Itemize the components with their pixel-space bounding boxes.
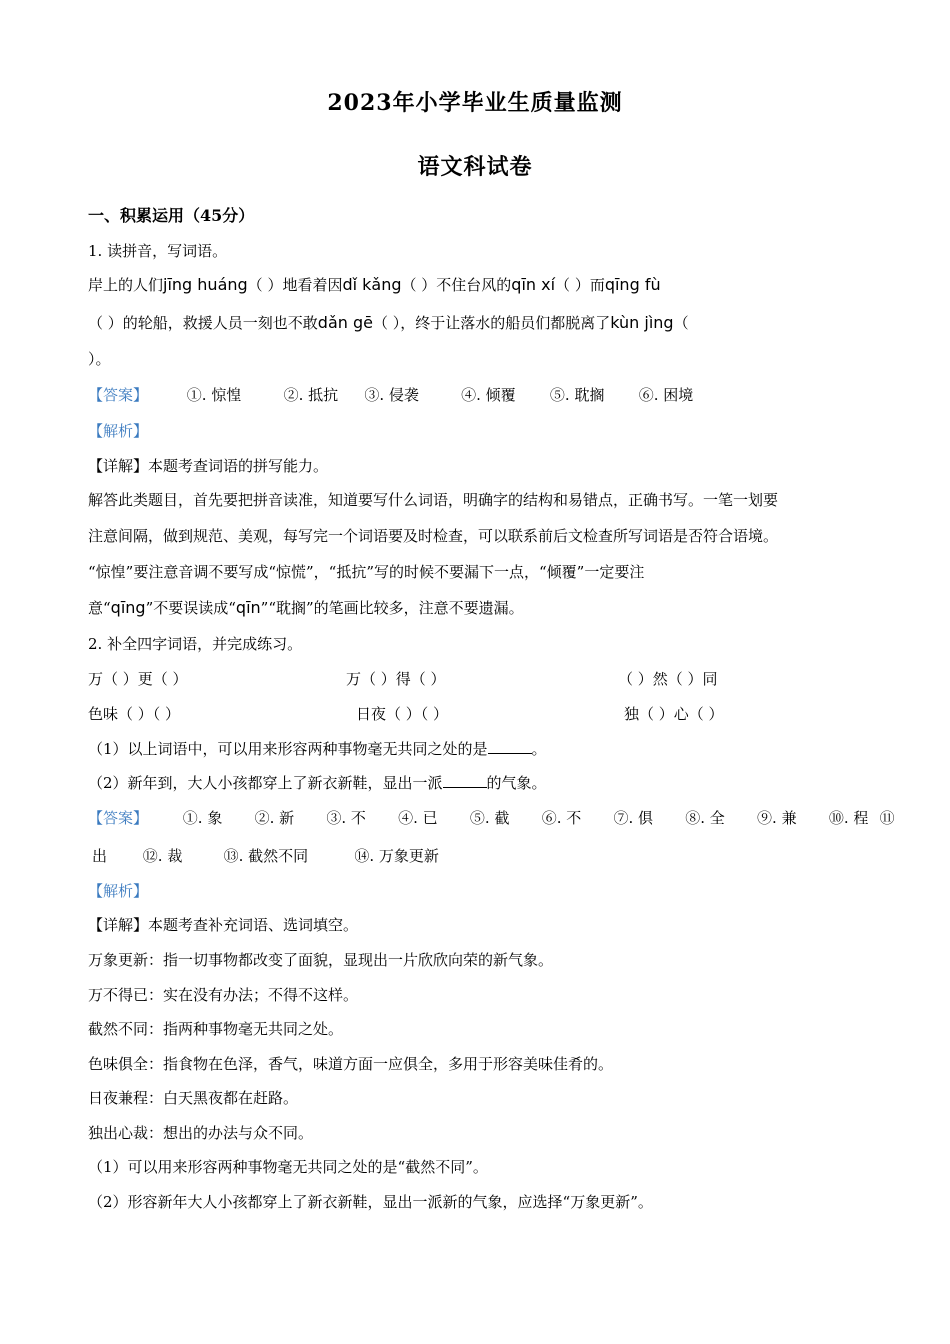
text: （ ）地看着因 [247,276,343,294]
answer-item: ②. 抵抗 [283,386,339,404]
q2-answer-row-2 [92,845,439,867]
answer-item: ②. 新 [254,809,295,827]
answer-item: ⑩. 程 [828,809,869,827]
idiom-blank: 独（ ）心（ ） [624,705,724,723]
q1-line-1 [88,274,661,296]
idiom-blank: 色味（ ）（ ） [88,705,181,723]
fill-blank [443,773,487,788]
q1-explanation-4 [88,597,524,619]
q1-explanation-3: “惊惶”要注意音调不要写成“惊慌”，“抵抗”写的时候不要漏下一点，“倾覆”一定要注 [88,563,645,581]
answer-item: ③. 不 [326,809,366,827]
answer-item: ⑥. 困境 [638,386,694,404]
text: （ ）不住台风的 [401,276,512,294]
answer-item: ⑧. 全 [685,809,725,827]
answer-item: ⑭. 万象更新 [354,847,439,865]
pinyin: jīng huáng [163,275,248,294]
answer-item: ⑬. 截然不同 [223,847,309,865]
q1-line-2 [88,312,689,334]
idiom-blank: 万（ ）得（ ） [346,670,446,688]
q1-line-3: ）。 [88,350,111,368]
pinyin: kùn jìng [610,313,674,332]
pinyin: qīng fù [604,275,661,294]
q2-answer-row-1 [88,807,895,829]
q1-analysis-tag: 【解析】 [88,422,149,440]
q2-sub-1 [88,738,547,760]
q2-definition: 独出心裁：想出的办法与众不同。 [88,1124,314,1142]
answer-item: ④. 已 [398,809,438,827]
text: （ ）的轮船，救援人员一刻也不敢 [88,314,318,332]
answer-item: ⑥. 不 [541,809,582,827]
text: （ [673,314,689,332]
q2-analysis-tag: 【解析】 [88,882,149,900]
q2-conclusion: （1）可以用来形容两种事物毫无共同之处的是“截然不同”。 [88,1158,488,1176]
answer-item: ⑫. 裁 [142,847,183,865]
text: （ ），终于让落水的船员们都脱离了 [372,314,611,332]
idiom-blank: 万（ ）更（ ） [88,670,188,688]
text: ”“耽搁”的笔画比较多，注意不要遗漏。 [260,599,524,617]
q2-detail: 【详解】本题考查补充词语、选词填空。 [88,916,359,934]
q2-definition: 日夜兼程：白天黑夜都在赶路。 [88,1089,299,1107]
text: 。 [531,740,547,758]
text: （ ）而 [555,276,605,294]
exam-subtitle: 语文科试卷 [417,154,533,180]
q2-definition: 万象更新：指一切事物都改变了面貌，显现出一片欣欣向荣的新气象。 [88,951,554,969]
q2-definition: 截然不同：指两种事物毫无共同之处。 [88,1020,344,1038]
q1-prompt: 1. 读拼音，写词语。 [88,242,228,260]
text: （2）新年到，大人小孩都穿上了新衣新鞋，显出一派 [88,774,443,792]
q1-answer [88,384,693,406]
answer-tag: 【答案】 [88,809,149,827]
section-heading: 一、积累运用（45分） [88,206,255,225]
answer-item: ⑨. 兼 [757,809,797,827]
answer-item: ①. 惊惶 [186,386,242,404]
idiom-blank: （ ）然（ ）同 [618,670,718,688]
answer-item: ⑪ [879,809,895,827]
pinyin: qīng [110,598,146,617]
text: 的气象。 [486,774,547,792]
answer-item: ⑤. 耽搁 [549,386,605,404]
answer-tag: 【答案】 [88,386,149,404]
answer-item: 出 [92,847,108,865]
q2-definition: 色味俱全：指食物在色泽，香气，味道方面一应俱全，多用于形容美味佳肴的。 [88,1055,614,1073]
text: 岸上的人们 [88,276,164,294]
answer-item: ⑦. 俱 [613,809,654,827]
exam-title: 2023年小学毕业生质量监测 [327,90,623,116]
answer-item: ①. 象 [182,809,223,827]
q2-definition: 万不得已：实在没有办法；不得不这样。 [88,986,359,1004]
text: （1）以上词语中，可以用来形容两种事物毫无共同之处的是 [88,740,488,758]
idiom-blank: 日夜（ ）（ ） [356,705,449,723]
answer-item: ⑤. 截 [469,809,510,827]
q2-prompt: 2. 补全四字词语，并完成练习。 [88,635,303,653]
pinyin: dǎn gē [317,313,373,332]
q2-sub-2 [88,772,547,794]
q1-explanation-2: 注意间隔，做到规范、美观，每写完一个词语要及时检查，可以联系前后文检查所写词语是否符合语境。 [88,527,779,545]
q1-explanation-1: 解答此类题目，首先要把拼音读准，知道要写什么词语，明确字的结构和易错点，正确书写。一笔一划要 [88,491,779,509]
answer-item: ③. 侵袭 [364,386,419,404]
q2-conclusion: （2）形容新年大人小孩都穿上了新衣新鞋，显出一派新的气象，应选择“万象更新”。 [88,1193,653,1211]
text: ”不要误读成“ [145,599,236,617]
pinyin: qīn xí [511,275,556,294]
pinyin: qīn [235,598,261,617]
text: 意“ [88,599,111,617]
answer-item: ④. 倾覆 [461,386,516,404]
fill-blank [488,739,532,754]
q1-detail: 【详解】本题考查词语的拼写能力。 [88,457,329,475]
pinyin: dǐ kǎng [342,275,402,294]
